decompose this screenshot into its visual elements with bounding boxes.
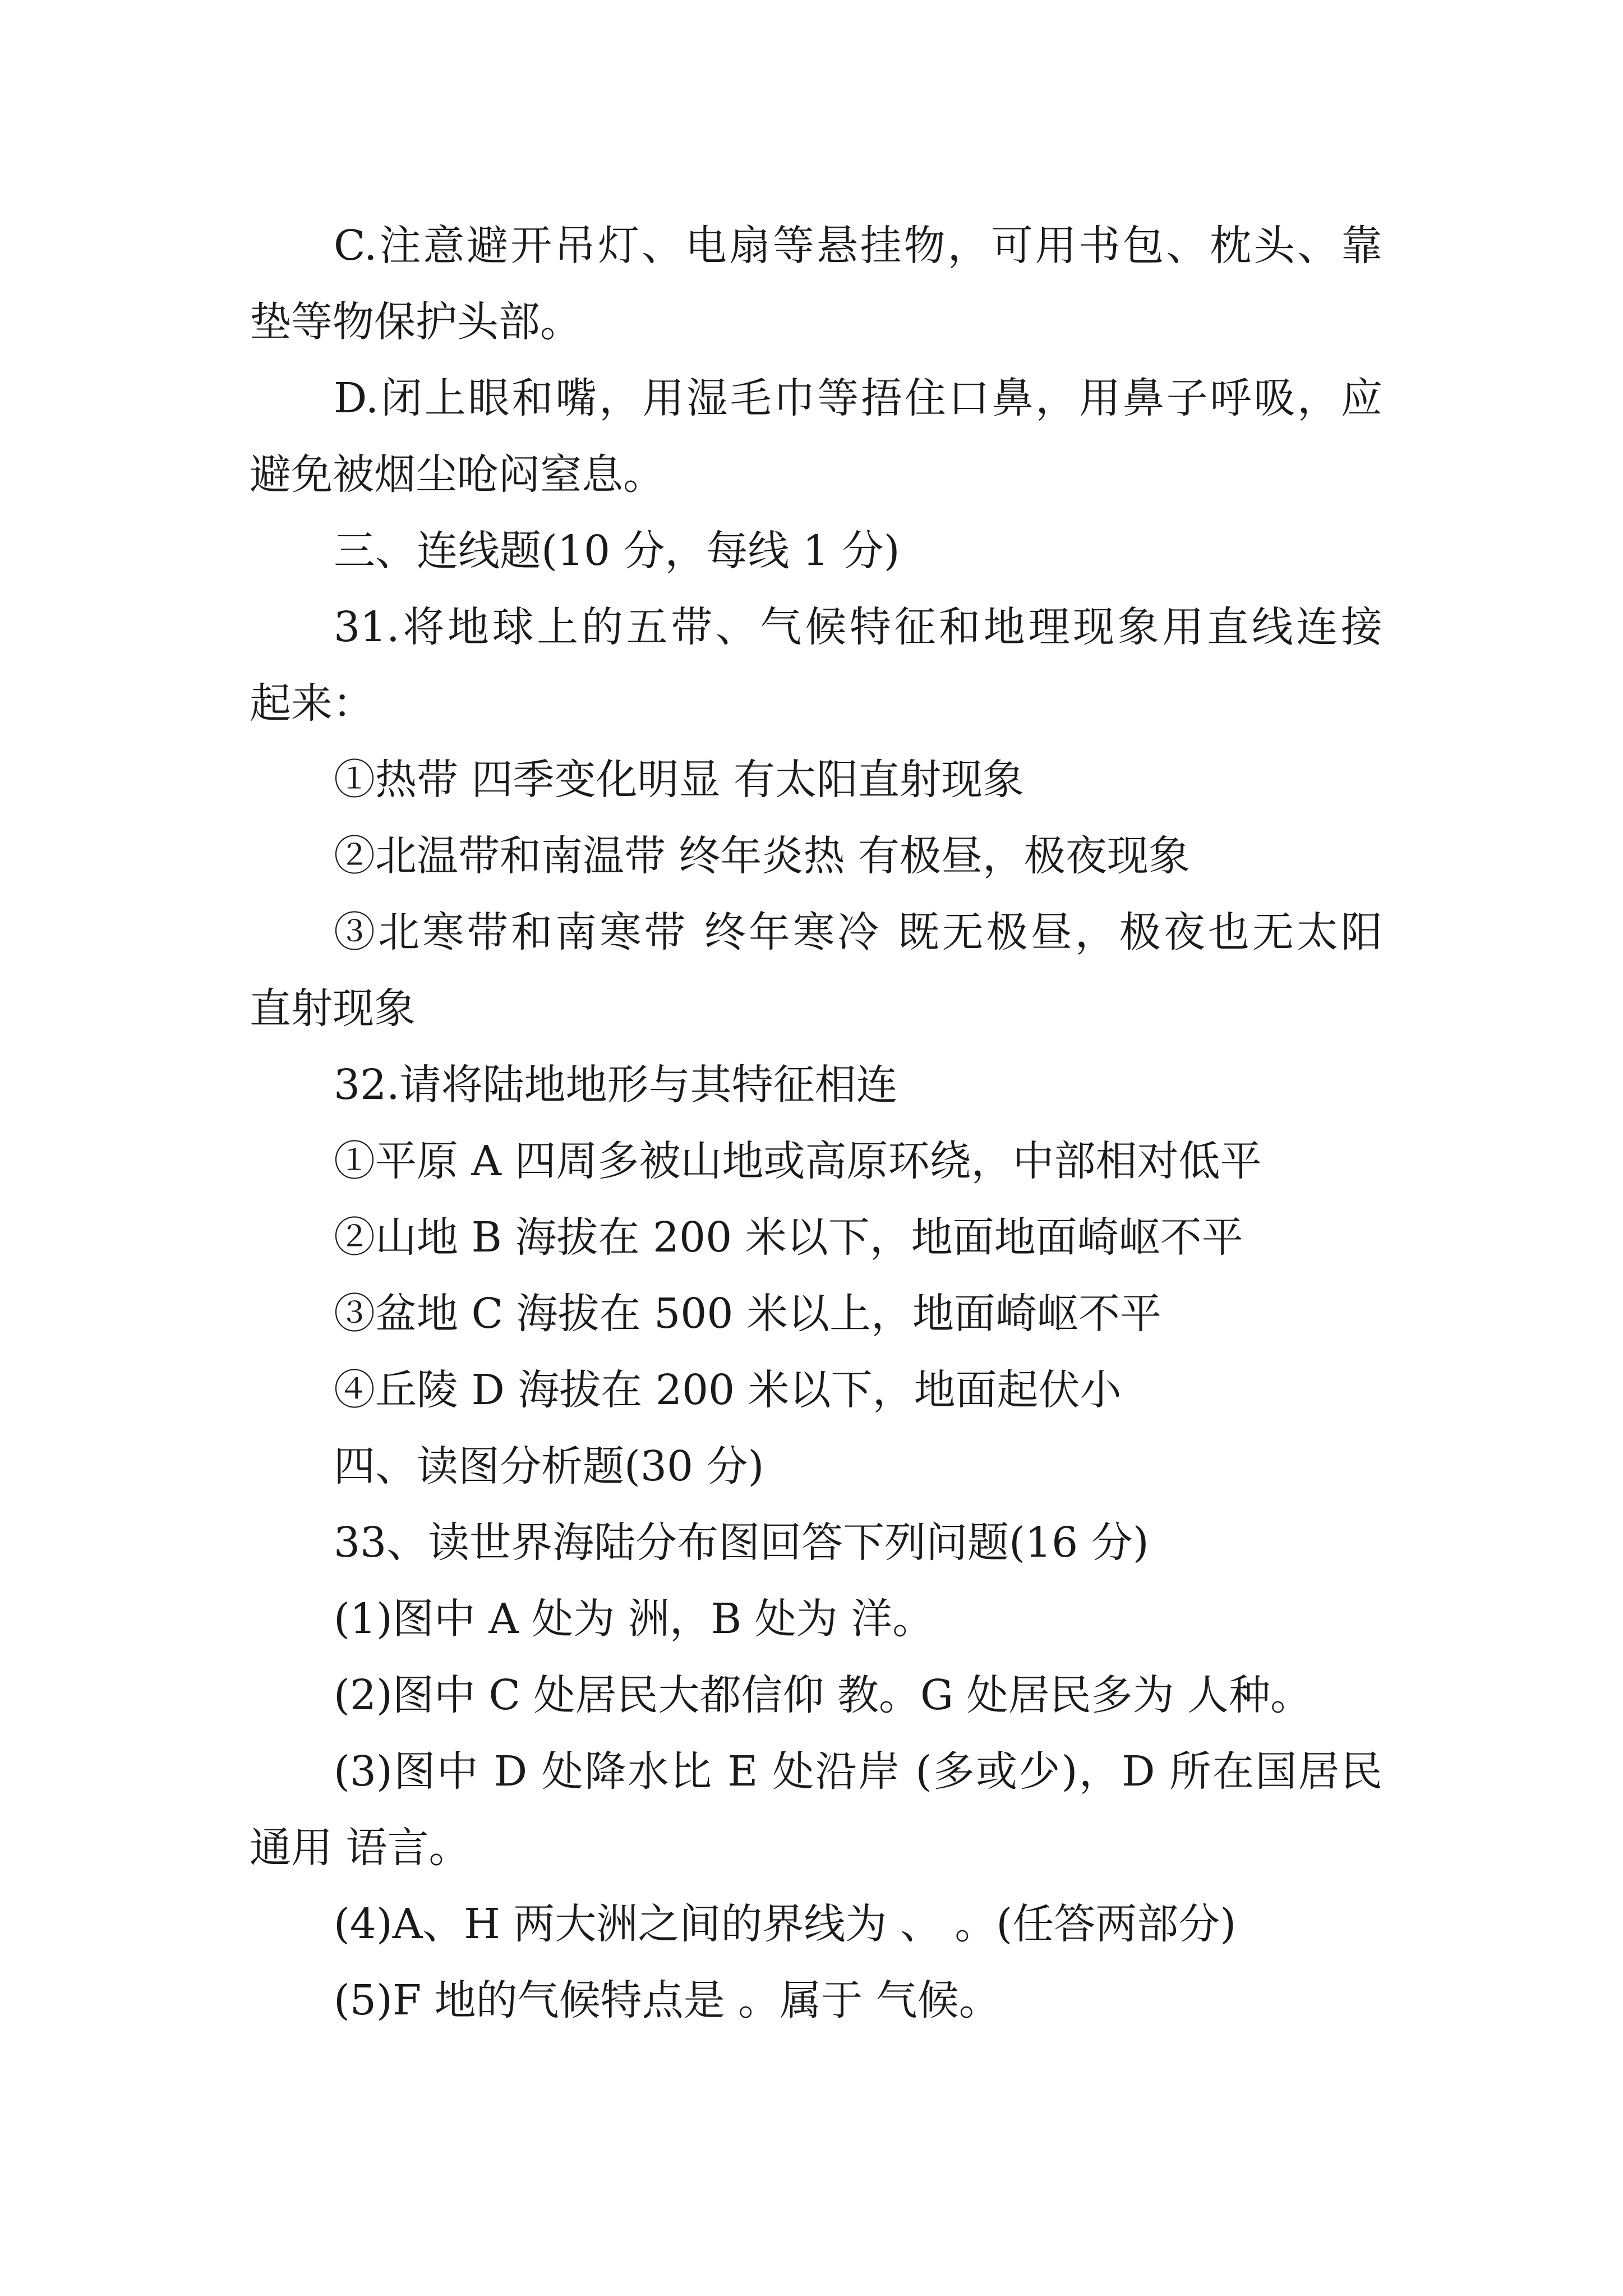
question-33-part-1: (1)图中 A 处为 洲，B 处为 洋。 (334, 1595, 934, 1643)
option-c-line-2: 垫等物保护头部。 (250, 298, 582, 346)
document-body (250, 208, 1382, 2039)
question-33-part-3: (3)图中 D 处降水比 E 处沿岸 (多或少)，D 所在国居民 (334, 1747, 1382, 1796)
question-31-item-2: ②北温带和南温带 终年炎热 有极昼，极夜现象 (334, 832, 1191, 880)
question-31-item-3: ③北寒带和南寒带 终年寒冷 既无极昼，极夜也无太阳 (334, 908, 1382, 956)
question-33-title: 33、读世界海陆分布图回答下列问题(16 分) (334, 1519, 1149, 1567)
question-32-item-3: ③盆地 C 海拔在 500 米以上，地面崎岖不平 (334, 1290, 1161, 1338)
question-31-line-1: 31.将地球上的五带、气候特征和地理现象用直线连接 (334, 603, 1382, 651)
question-32-item-2: ②山地 B 海拔在 200 米以下，地面地面崎岖不平 (334, 1213, 1243, 1262)
option-d-line-1: D.闭上眼和嘴，用湿毛巾等捂住口鼻，用鼻子呼吸，应 (334, 374, 1382, 422)
question-31-item-1: ①热带 四季变化明显 有太阳直射现象 (334, 756, 1025, 804)
option-c-line-1: C.注意避开吊灯、电扇等悬挂物，可用书包、枕头、靠 (334, 222, 1382, 270)
question-32-item-4: ④丘陵 D 海拔在 200 米以下，地面起伏小 (334, 1366, 1122, 1414)
question-33-part-3-cont: 通用 语言。 (250, 1824, 471, 1872)
question-33-part-4: (4)A、H 两大洲之间的界线为 、 。(任答两部分) (334, 1900, 1237, 1948)
question-32-title: 32.请将陆地地形与其特征相连 (334, 1061, 898, 1109)
question-31-line-2: 起来： (250, 679, 374, 728)
option-d-line-2: 避免被烟尘呛闷窒息。 (250, 450, 665, 499)
section-4-heading: 四、读图分析题(30 分) (334, 1442, 764, 1490)
question-33-part-2: (2)图中 C 处居民大都信仰 教。G 处居民多为 人种。 (334, 1671, 1312, 1719)
question-32-item-1: ①平原 A 四周多被山地或高原环绕，中部相对低平 (334, 1137, 1262, 1185)
question-33-part-5: (5)F 地的气候特点是 。属于 气候。 (334, 1976, 1000, 2024)
section-3-heading: 三、连线题(10 分，每线 1 分) (334, 527, 900, 575)
question-31-item-3-cont: 直射现象 (250, 984, 416, 1033)
